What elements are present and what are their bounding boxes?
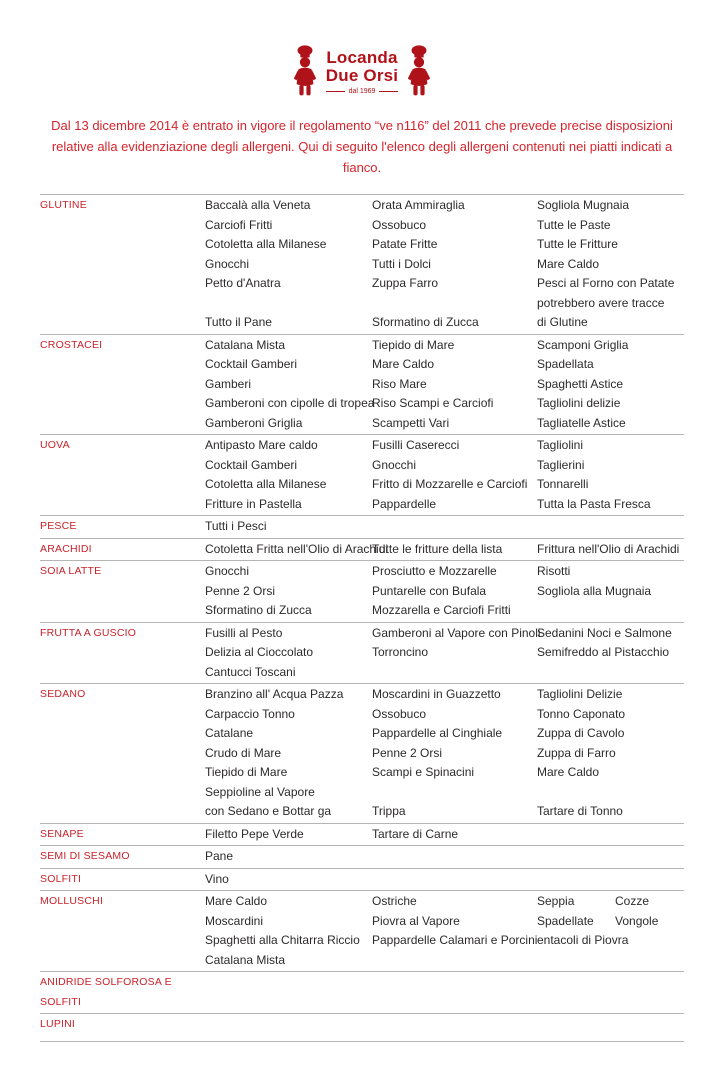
- allergen-name: GLUTINE: [40, 199, 87, 212]
- intro-text: Dal 13 dicembre 2014 è entrato in vigore il regolamento “ve n116” del 2011 che prevede precise disposizioni relative alla evidenziazione degli allergeni. Qui di seguito l'elenco degli allergeni contenuti nei piatti indicati a fianco.: [51, 118, 673, 175]
- allergen-section: [40, 890, 684, 971]
- dish-cell: Spadellata: [537, 357, 594, 372]
- dish-cell: Zuppa Farro: [372, 276, 439, 291]
- dish-cell: Fritture in Pastella: [205, 496, 302, 511]
- dish-row: [205, 436, 684, 456]
- dish-cell: Orata Ammiraglia: [372, 198, 465, 213]
- allergen-name: MOLLUSCHI: [40, 895, 104, 908]
- dish-cell: Antipasto Mare caldo: [205, 438, 318, 453]
- dish-cell: Carciofi Fritti: [205, 217, 273, 232]
- dish-row: [205, 643, 684, 663]
- dish-cell: Tagliolini Delizie: [537, 687, 623, 702]
- dish-cell: Semifreddo al Pistacchio: [537, 645, 670, 660]
- dish-cell: Frittura nell'Olio di Arachidi: [537, 541, 680, 556]
- allergen-name: ANIDRIDE SOLFOROSA E SOLFITI: [40, 976, 172, 1008]
- dish-cell: Tutte le fritture della lista: [372, 541, 503, 556]
- dish-row: [205, 825, 684, 845]
- dish-cell: Branzino all' Acqua Pazza: [205, 687, 344, 702]
- dish-row: [205, 394, 684, 414]
- dish-cell: Taglierini: [537, 457, 585, 472]
- allergen-name: SOLFITI: [40, 872, 82, 885]
- dish-rows: [205, 196, 684, 333]
- dish-cell: Pane: [205, 849, 234, 864]
- dish-cell: Sogliola alla Mugnaia: [537, 583, 652, 598]
- allergen-name: PESCE: [40, 520, 77, 533]
- dish-cell: Pesci al Forno con Patate: [537, 276, 675, 291]
- dish-cell: [537, 847, 684, 867]
- dish-cell: Ossobuco: [372, 217, 427, 232]
- dish-cell: Cantucci Toscani: [205, 664, 296, 679]
- dish-cell: di Glutine: [537, 315, 588, 330]
- allergen-section: [40, 334, 684, 435]
- dish-row: [205, 685, 684, 705]
- dish-cell: Penne 2 Orsi: [205, 583, 276, 598]
- allergen-section: [40, 971, 684, 1013]
- dish-cell: Cocktail Gamberi: [205, 357, 298, 372]
- dish-cell: Penne 2 Orsi: [372, 745, 443, 760]
- dish-rows: [205, 870, 684, 890]
- allergen-name: CROSTACEI: [40, 338, 103, 351]
- allergen-section: [40, 683, 684, 823]
- allergen-section: [40, 515, 684, 538]
- dish-rows: [205, 685, 684, 822]
- dish-row: [205, 951, 684, 971]
- allergen-section: [40, 560, 684, 622]
- dish-row: [205, 724, 684, 744]
- dish-cell: Sedanini Noci e Salmone: [537, 625, 672, 640]
- dish-cell: [205, 294, 372, 314]
- logo-rule-left: [326, 91, 345, 92]
- dish-cell: Torroncino: [372, 645, 429, 660]
- dish-cell: Fritto di Mozzarelle e Carciofi: [372, 477, 528, 492]
- dish-cell: Sformatino di Zucca: [205, 603, 312, 618]
- dish-cell: Spaghetti alla Chitarra Riccio: [205, 933, 360, 948]
- dish-cell: [372, 951, 537, 971]
- dish-rows: [205, 624, 684, 683]
- dish-cell: Tutte le Fritture: [537, 237, 618, 252]
- allergen-section: [40, 823, 684, 846]
- chef-icon-right: [405, 44, 433, 100]
- dish-rows: [205, 892, 684, 970]
- dish-cell: [537, 783, 684, 803]
- dish-cell: Scamponi Griglia: [537, 337, 629, 352]
- allergen-name: FRUTTA A GUSCIO: [40, 626, 137, 639]
- dish-cell: Scampetti Vari: [372, 415, 450, 430]
- dish-cell: Vino: [205, 871, 229, 886]
- dish-cell: Ostriche: [372, 894, 417, 909]
- dish-cell: Pappardelle Calamari e Porcini: [372, 933, 538, 948]
- allergen-name: SENAPE: [40, 827, 84, 840]
- dish-row: [205, 540, 684, 560]
- dish-cell: Patate Fritte: [372, 237, 438, 252]
- dish-row: [205, 517, 684, 537]
- dish-rows: [205, 540, 684, 560]
- dish-cell: Catalana Mista: [205, 337, 286, 352]
- dish-cell: Pappardelle: [372, 496, 437, 511]
- dish-cell: Spadellate: [537, 913, 594, 928]
- allergen-section: [40, 434, 684, 515]
- dish-cell: Gamberoni Griglia: [205, 415, 303, 430]
- chef-icon-left: [291, 44, 319, 100]
- dish-cell: Tutti i Dolci: [372, 256, 431, 271]
- dish-row: [205, 294, 684, 314]
- dish-cell: Zuppa di Farro: [537, 745, 616, 760]
- dish-row: [205, 705, 684, 725]
- allergen-name: UOVA: [40, 439, 70, 452]
- dish-cell: Zuppa di Cavolo: [537, 726, 625, 741]
- allergen-table: [40, 194, 684, 1042]
- dish-row: [205, 355, 684, 375]
- allergen-name: ARACHIDI: [40, 542, 92, 555]
- dish-row: [205, 456, 684, 476]
- dish-cell: Tartare di Carne: [372, 826, 459, 841]
- allergen-section: [40, 538, 684, 561]
- dish-cell: Scampi e Spinacini: [372, 765, 475, 780]
- dish-cell: Mozzarella e Carciofi Fritti: [372, 603, 511, 618]
- dish-cell: Gamberoni al Vapore con Pinoli: [372, 625, 541, 640]
- dish-cell: Spaghetti Astice: [537, 376, 624, 391]
- logo-title-line1: Locanda: [326, 48, 398, 68]
- dish-row: [205, 601, 684, 621]
- dish-cell: Tagliolini delizie: [537, 396, 621, 411]
- dish-row: [205, 375, 684, 395]
- dish-cell: Seppia: [537, 894, 575, 909]
- dish-row: [205, 663, 684, 683]
- dish-cell: [372, 663, 537, 683]
- dish-cell: [372, 783, 537, 803]
- dish-row: [205, 763, 684, 783]
- dish-row: [205, 274, 684, 294]
- dish-cell: Prosciutto e Mozzarelle: [372, 564, 497, 579]
- dish-rows: [205, 847, 684, 867]
- logo-subtitle-text: dal 1969: [348, 87, 376, 95]
- dish-cell: Mare Caldo: [537, 765, 600, 780]
- dish-cell: Puntarelle con Bufala: [372, 583, 487, 598]
- dish-cell: entacoli di Piovra: [537, 933, 629, 948]
- dish-row: [205, 235, 684, 255]
- dish-cell: Delizia al Cioccolato: [205, 645, 314, 660]
- logo-rule-right: [379, 91, 398, 92]
- dish-cell: [372, 847, 537, 867]
- dish-rows: [205, 336, 684, 434]
- logo: [0, 44, 724, 100]
- dish-cell: Piovra al Vapore: [372, 913, 460, 928]
- dish-cell: potrebbero avere tracce: [537, 295, 665, 310]
- dish-cell: [537, 517, 684, 537]
- dish-cell: Mare Caldo: [372, 357, 435, 372]
- dish-cell: Tiepido di Mare: [205, 765, 288, 780]
- allergen-menu-page: [0, 44, 724, 1068]
- dish-cell: Tutte le Paste: [537, 217, 611, 232]
- dish-cell: Seppioline al Vapore: [205, 784, 315, 799]
- dish-cell: Gamberi: [205, 376, 252, 391]
- dish-row: [205, 495, 684, 515]
- dish-rows: [205, 436, 684, 514]
- dish-cell: Catalane: [205, 726, 254, 741]
- dish-cell: [537, 601, 684, 621]
- dish-cell: Riso Mare: [372, 376, 427, 391]
- dish-rows: [205, 517, 684, 537]
- dish-cell: Tagliatelle Astice: [537, 415, 626, 430]
- dish-row: [205, 336, 684, 356]
- dish-cell: Tutta la Pasta Fresca: [537, 496, 651, 511]
- dish-cell: Riso Scampi e Carciofi: [372, 396, 494, 411]
- dish-cell: Petto d'Anatra: [205, 276, 281, 291]
- dish-row: [205, 744, 684, 764]
- allergen-name: SEDANO: [40, 688, 86, 701]
- dish-cell: [537, 870, 684, 890]
- logo-title-line2: Due Orsi: [325, 66, 399, 85]
- dish-cell: Risotti: [537, 564, 571, 579]
- allergen-section: [40, 1013, 684, 1041]
- dish-cell: Tutti i Pesci: [205, 519, 267, 534]
- dish-cell: Cocktail Gamberi: [205, 457, 298, 472]
- dish-cell: Tiepido di Mare: [372, 337, 455, 352]
- dish-row: [205, 582, 684, 602]
- dish-row: [205, 624, 684, 644]
- dish-row: [205, 912, 684, 932]
- dish-row: [205, 783, 684, 803]
- allergen-name: LUPINI: [40, 1018, 76, 1031]
- dish-cell: Carpaccio Tonno: [205, 706, 295, 721]
- dish-cell: Tartare di Tonno: [537, 804, 623, 819]
- dish-cell: Catalana Mista: [205, 952, 286, 967]
- dish-cell: Cozze: [615, 894, 650, 909]
- dish-rows: [205, 1015, 684, 1040]
- allergen-section: [40, 622, 684, 684]
- dish-cell: [537, 951, 684, 971]
- dish-row: [205, 196, 684, 216]
- dish-rows: [205, 562, 684, 621]
- dish-cell: [372, 294, 537, 314]
- dish-cell: Tonnarelli: [537, 477, 589, 492]
- dish-cell: [372, 870, 537, 890]
- dish-cell: Cotoletta Fritta nell'Olio di Arachidi: [205, 541, 389, 556]
- dish-cell: Gamberoni con cipolle di tropea: [205, 396, 375, 411]
- dish-row: [205, 562, 684, 582]
- dish-cell: con Sedano e Bottar ga: [205, 804, 332, 819]
- dish-row: [205, 414, 684, 434]
- dish-cell: Ossobuco: [372, 706, 427, 721]
- dish-rows: [205, 825, 684, 845]
- dish-cell: Vongole: [615, 913, 659, 928]
- dish-cell: Fusilli Caserecci: [372, 438, 460, 453]
- dish-cell: Baccalà alla Veneta: [205, 198, 311, 213]
- dish-cell: Gnocchi: [205, 256, 250, 271]
- dish-cell: Tagliolini: [537, 438, 584, 453]
- dish-cell: Gnocchi: [372, 457, 417, 472]
- dish-cell: Cotoletta alla Milanese: [205, 237, 327, 252]
- dish-cell: [372, 517, 537, 537]
- dish-cell: Mare Caldo: [537, 256, 600, 271]
- dish-cell: Sformatino di Zucca: [372, 315, 479, 330]
- logo-text: [326, 49, 398, 95]
- allergen-name: SOIA LATTE: [40, 565, 102, 578]
- allergen-name: SEMI DI SESAMO: [40, 850, 130, 863]
- dish-cell: Fusilli al Pesto: [205, 625, 283, 640]
- dish-row: [205, 313, 684, 333]
- dish-cell: Filetto Pepe Verde: [205, 826, 304, 841]
- dish-cell: [537, 663, 684, 683]
- dish-row: [205, 255, 684, 275]
- dish-cell: Crudo di Mare: [205, 745, 282, 760]
- dish-row: [205, 892, 684, 912]
- dish-cell: Sogliola Mugnaia: [537, 198, 630, 213]
- dish-row: [205, 802, 684, 822]
- dish-cell: Gnocchi: [205, 564, 250, 579]
- allergen-section: [40, 194, 684, 334]
- allergen-section: [40, 845, 684, 868]
- dish-cell: Tutto il Pane: [205, 315, 272, 330]
- logo-subtitle: [326, 88, 398, 95]
- dish-rows: [205, 973, 684, 1012]
- dish-row: [205, 847, 684, 867]
- dish-row: [205, 216, 684, 236]
- dish-cell: Tonno Caponato: [537, 706, 626, 721]
- dish-cell: Moscardini: [205, 913, 264, 928]
- allergen-section: [40, 868, 684, 891]
- dish-cell: Moscardini in Guazzetto: [372, 687, 501, 702]
- dish-cell: Trippa: [372, 804, 406, 819]
- dish-cell: Mare Caldo: [205, 894, 268, 909]
- dish-cell: Cotoletta alla Milanese: [205, 477, 327, 492]
- dish-cell: Pappardelle al Cinghiale: [372, 726, 503, 741]
- dish-cell: [537, 825, 684, 845]
- dish-row: [205, 475, 684, 495]
- dish-row: [205, 931, 684, 951]
- dish-row: [205, 870, 684, 890]
